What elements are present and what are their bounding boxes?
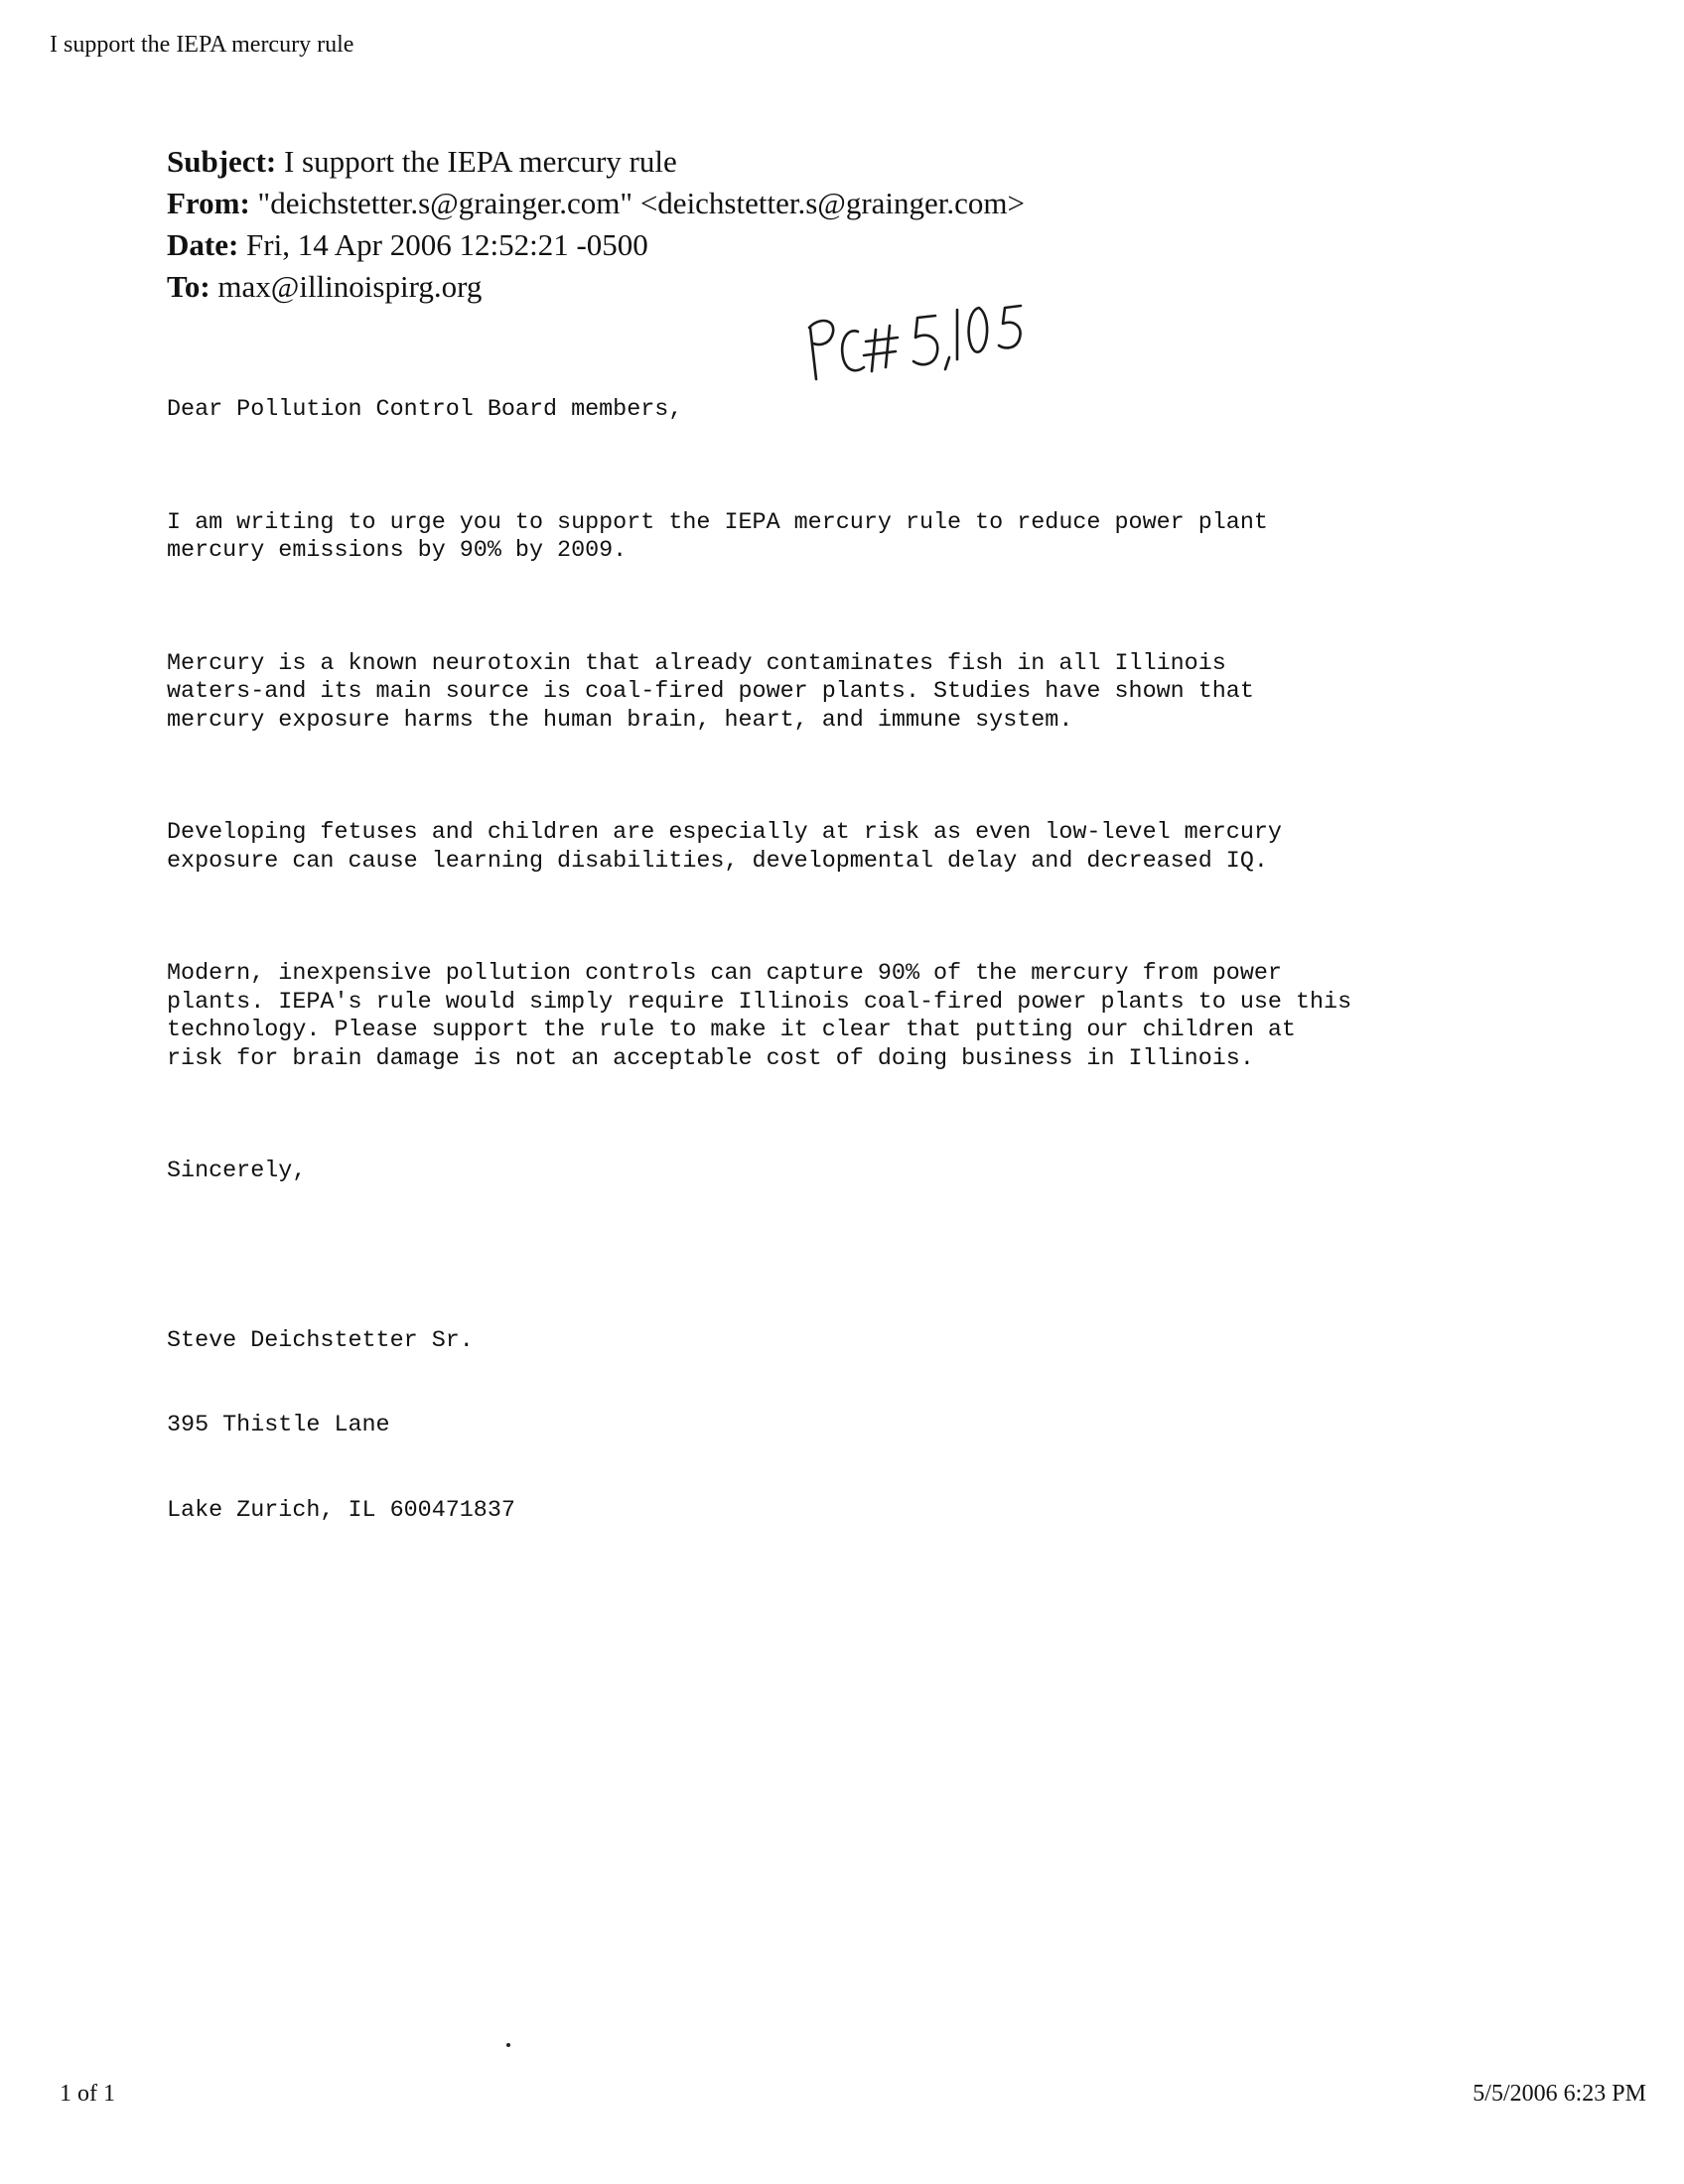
paragraph-1 [167, 509, 1351, 566]
page-header-title: I support the IEPA mercury rule [50, 32, 354, 58]
paragraph-4-line-2: plants. IEPA's rule would simply require Illinois coal-fired power plants to use this [167, 989, 1352, 1016]
subject-line [167, 141, 1025, 183]
from-value: "deichstetter.s@grainger.com" <deichstetter.s@grainger.com> [257, 186, 1026, 220]
letter-body [167, 340, 1351, 1610]
paragraph-3-line-2: exposure can cause learning disabilities, developmental delay and decreased IQ. [167, 848, 1268, 875]
paragraph-2 [167, 650, 1351, 736]
paragraph-2-line-3: mercury exposure harms the human brain, heart, and immune system. [167, 707, 1073, 734]
date-line [167, 224, 1025, 266]
date-value: Fri, 14 Apr 2006 12:52:21 -0500 [246, 227, 648, 262]
email-header-block [167, 141, 1025, 308]
paragraph-2-line-2: waters-and its main source is coal-fired power plants. Studies have shown that [167, 679, 1254, 705]
paragraph-1-line-2: mercury emissions by 90% by 2009. [167, 538, 628, 564]
signature-street: 395 Thistle Lane [167, 1413, 390, 1438]
paragraph-3-line-1: Developing fetuses and children are especially at risk as even low-level mercury [167, 820, 1282, 846]
subject-label: Subject: [167, 144, 277, 179]
scan-speck [506, 2043, 510, 2047]
signature-name: Steve Deichstetter Sr. [167, 1327, 474, 1354]
signature-city: Lake Zurich, IL 600471837 [167, 1497, 515, 1524]
to-label: To: [167, 269, 210, 304]
signature-block [167, 1271, 1351, 1582]
from-line [167, 183, 1025, 224]
salutation: Dear Pollution Control Board members, [167, 397, 683, 423]
paragraph-4-line-4: risk for brain damage is not an acceptable cost of doing business in Illinois. [167, 1045, 1254, 1072]
paragraph-4-line-1: Modern, inexpensive pollution controls can capture 90% of the mercury from power [167, 961, 1282, 987]
paragraph-3 [167, 819, 1351, 876]
paragraph-4-line-3: technology. Please support the rule to make it clear that putting our children at [167, 1018, 1296, 1043]
date-label: Date: [167, 227, 239, 262]
page-indicator: 1 of 1 [60, 2081, 115, 2107]
paragraph-4 [167, 960, 1351, 1073]
closing: Sincerely, [167, 1159, 307, 1184]
to-value: max@illinoispirg.org [217, 269, 483, 304]
subject-value: I support the IEPA mercury rule [283, 144, 677, 179]
paragraph-2-line-1: Mercury is a known neurotoxin that already contaminates fish in all Illinois [167, 650, 1226, 677]
from-label: From: [167, 186, 250, 220]
printed-timestamp: 5/5/2006 6:23 PM [1473, 2081, 1646, 2107]
paragraph-1-line-1: I am writing to urge you to support the IEPA mercury rule to reduce power plant [167, 509, 1268, 536]
